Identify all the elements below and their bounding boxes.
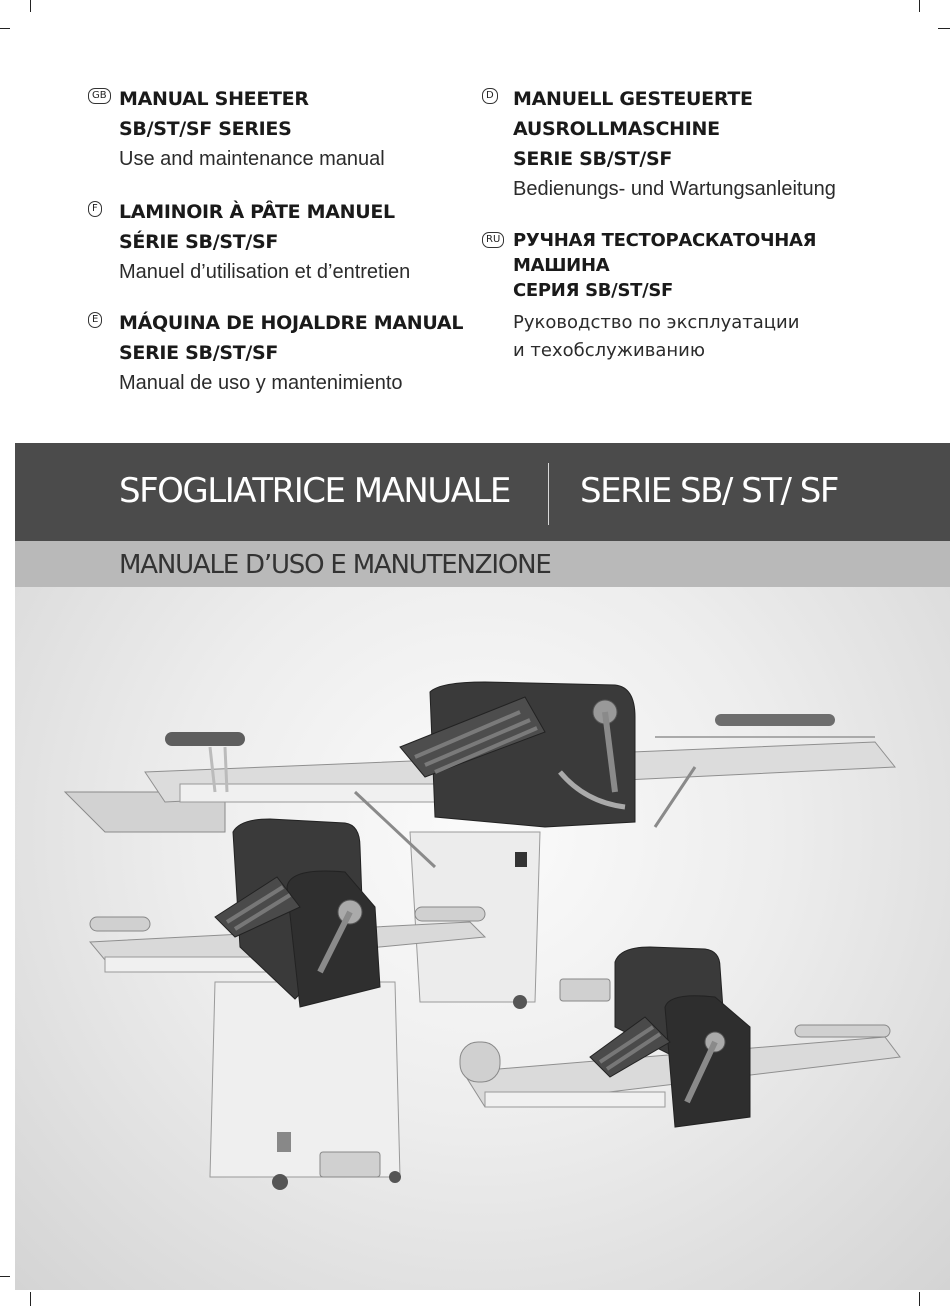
title-line: SB/ST/SF SERIES [119,118,292,140]
subtitle-line: Manuel d’utilisation et d’entretien [119,261,411,283]
title-line: LAMINOIR À PÂTE MANUEL [119,201,395,223]
crop-mark-top-right-v [919,0,920,12]
title-line: SERIE SB/ST/SF [119,342,279,364]
title-line: AUSROLLMASCHINE [513,118,720,140]
language-block-gb [88,84,385,174]
title-banner [15,443,950,541]
crop-mark-top-left-h [0,28,10,29]
banner-divider [548,463,549,525]
title-line: МАШИНА [513,255,610,276]
crop-mark-top-left-v [30,0,31,12]
language-block-ru [482,228,816,365]
subtitle-line: Use and maintenance manual [119,148,385,170]
language-code-badge: RU [482,232,504,248]
subtitle-line: Руководство по эксплуатации [513,312,800,333]
subtitle-line: Manual de uso y mantenimiento [119,372,403,394]
subtitle-line: Bedienungs- und Wartungsanleitung [513,178,836,200]
language-code-badge: GB [88,88,111,104]
title-line: MANUAL SHEETER [119,88,309,110]
title-line: РУЧНАЯ ТЕСТОРАСКАТОЧНАЯ [513,230,817,251]
title-line: MÁQUINA DE HOJALDRE MANUAL [119,312,464,334]
language-code-badge: E [88,312,102,328]
title-line: MANUELL GESTEUERTE [513,88,753,110]
subtitle-banner [15,541,950,587]
language-code-badge: D [482,88,498,104]
language-block-e [88,308,463,398]
crop-mark-top-right-h [938,28,950,29]
banner-title: SFOGLIATRICE MANUALE [119,471,510,511]
crop-mark-bottom-left-v [30,1292,31,1306]
product-photo [15,587,950,1290]
language-block-f [88,197,410,287]
crop-mark-bottom-left-h [0,1276,10,1277]
subtitle-line: и техобслуживанию [513,340,705,361]
title-line: СЕРИЯ SB/ST/SF [513,280,674,301]
language-code-badge: F [88,201,102,217]
title-line: SÉRIE SB/ST/SF [119,231,279,253]
banner-subtitle: MANUALE D’USO E MANUTENZIONE [119,550,551,580]
language-block-d [482,84,836,204]
banner-series: SERIE SB/ ST/ SF [580,471,838,511]
sheeter-machines-illustration [15,587,950,1290]
crop-mark-bottom-right-v [919,1292,920,1306]
title-line: SERIE SB/ST/SF [513,148,673,170]
